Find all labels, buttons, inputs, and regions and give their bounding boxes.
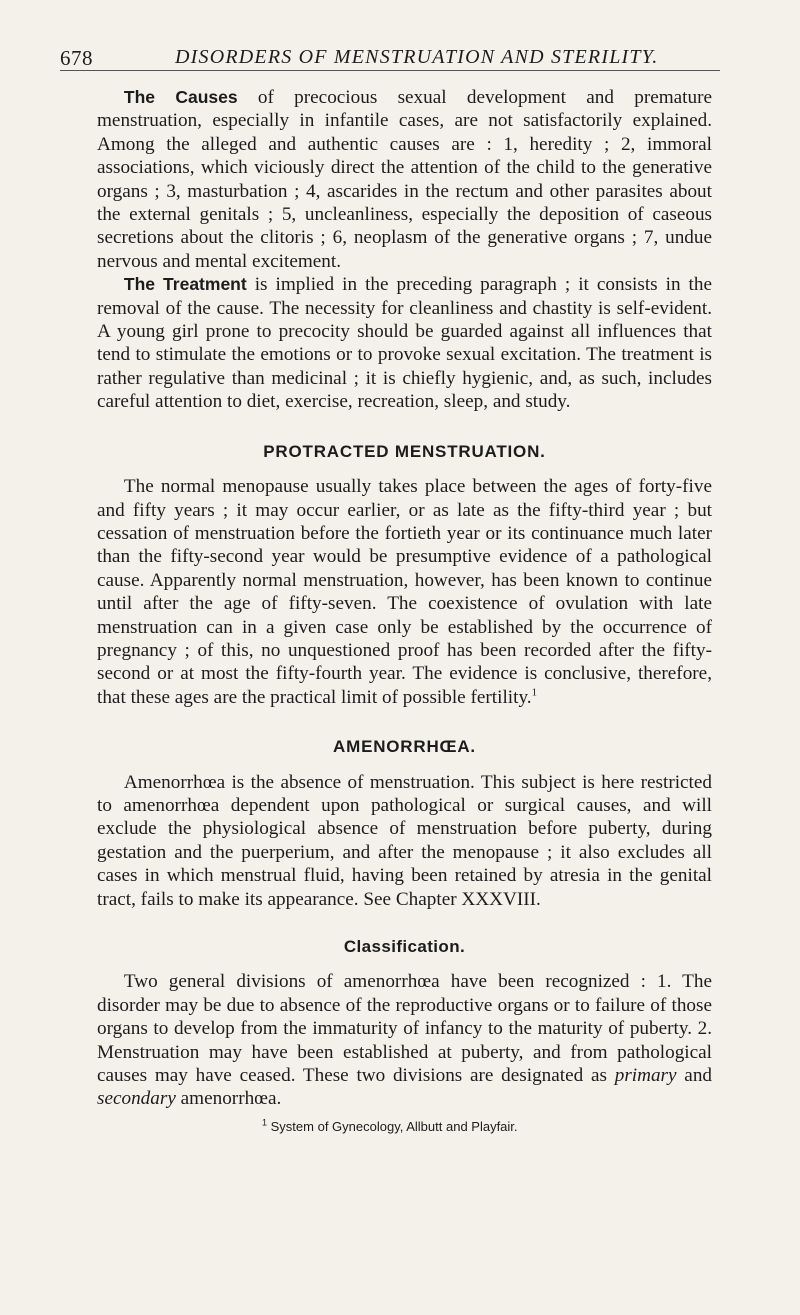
- running-head-title: DISORDERS OF MENSTRUATION AND STERILITY.: [175, 46, 659, 68]
- runin-heading-treatment: The Treatment: [123, 274, 247, 295]
- term-secondary: secondary: [97, 1088, 176, 1110]
- paragraph-causes-text: of precocious sexual development and premature menstruation, especially in infantile cases, are not satisfactorily explained. Among the alleged and authentic causes are : 1, heredity ; 2, immoral associations, which viciously direct the attention of the child to the generative organs ; 3, masturbation ; 4, ascarides in the rectum and other parasites about the external genitals ; 5, uncleanliness, especially the deposition of caseous secretions about the clitoris ; 6, neoplasm of the generative organs ; 7, undue nervous and mental excitement.: [97, 87, 713, 272]
- term-primary: primary: [614, 1065, 677, 1087]
- footnote: [97, 1119, 712, 1135]
- paragraph-classification-text: Two general divisions of amenorrhœa have been recognized : 1. The disorder may be due to absence of the reproductive organs or to failure of those organs to develop from the immaturity of infancy to the maturity of puberty. 2. Menstruation may have been established at puberty, and from pathological causes may have ceased. These two divisions are designated as: [97, 971, 712, 1087]
- footnote-mark: 1: [262, 1117, 268, 1128]
- body-text: [97, 86, 712, 1135]
- runin-heading-causes: The Causes: [123, 87, 238, 107]
- paragraph-amenorrhoea-text: Amenorrhœa is the absence of menstruation. This subject is here restricted to amenorrhœa dependent upon pathological or surgical causes, and will exclude the physiological absence of menstruation before puberty, during gestation and the puerperium, and after the menopause ; it also excludes all cases in which menstrual fluid, having been retained by atresia in the genital tract, fails to make its appearance. See Chapter XXXVIII.: [97, 771, 712, 910]
- paragraph-treatment: [97, 273, 712, 413]
- section-heading-amenorrhoea: AMENORRHŒA.: [333, 737, 476, 757]
- paragraph-treatment-text: is implied in the preceding paragraph ; it consists in the removal of the cause. The necessity for cleanliness and chastity is self-evident. A young girl prone to precocity should be guarded against all influences that tend to stimulate the emotions or to provoke sexual excitation. The treatment is rather regulative than medicinal ; it is chiefly hygienic, and, as such, includes careful attention to diet, exercise, recreation, sleep, and study.: [97, 274, 713, 413]
- paragraph-classification-end: amenorrhœa.: [180, 1088, 282, 1110]
- section-heading-protracted: PROTRACTED MENSTRUATION.: [263, 441, 546, 461]
- conjunction-and: and: [684, 1065, 713, 1087]
- paragraph-protracted-text: The normal menopause usually takes place between the ages of forty-five and fifty years ; it may occur earlier, or as late as the fifty-third year ; but cessation of menstruation before the fortieth year or its continuance much later than the fifty-second year would be presumptive evidence of a pathological cause. Apparently normal menstruation, however, has been known to continue until after the age of fifty-seven. The coexistence of ovulation with late menstruation can in a given case only be established by the occurrence of pregnancy ; of this, no unquestioned proof has been recorded after the fifty-second or at most the fifty-fourth year. The evidence is conclusive, therefore, that these ages are the practical limit of possible fertility.: [97, 476, 712, 708]
- footnote-text: System of Gynecology, Allbutt and Playfair.: [270, 1118, 518, 1134]
- running-head: [60, 40, 720, 71]
- paragraph-classification: [97, 970, 712, 1110]
- paragraph-amenorrhoea: [97, 771, 712, 911]
- footnote-reference: 1: [531, 686, 538, 699]
- subsection-heading-classification: Classification.: [343, 937, 466, 956]
- paragraph-protracted: [97, 475, 712, 709]
- paragraph-causes: [97, 86, 712, 273]
- page-number: 678: [60, 46, 93, 70]
